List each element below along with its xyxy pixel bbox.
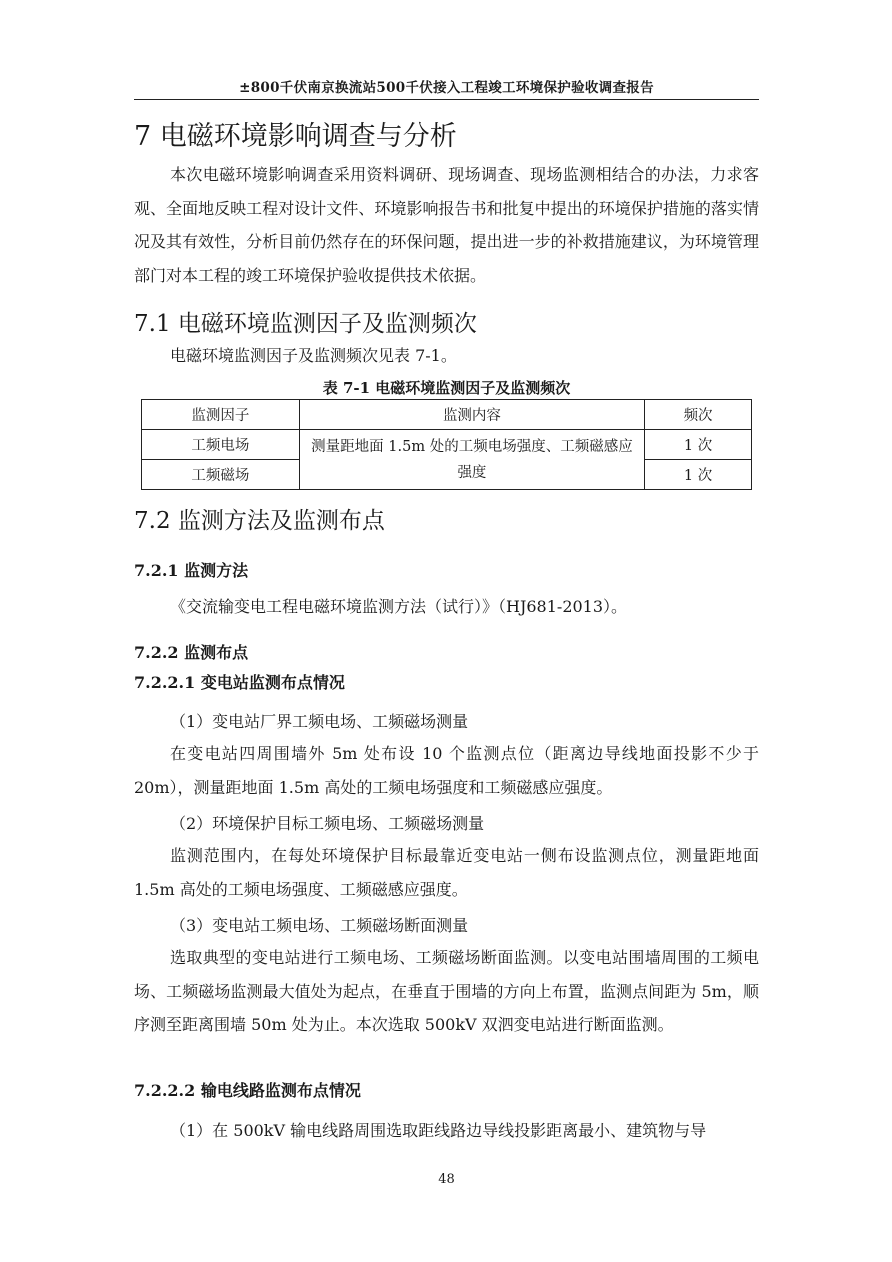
monitoring-table [141,399,752,490]
table-cell-frequency: 1 次 [645,430,752,460]
item-2-text: 监测范围内，在每处环境保护目标最靠近变电站一侧布设监测点位，测量距地面 1.5m 高处的工频电场强度、工频磁感应强度。 [134,846,759,899]
chapter-title: 7 电磁环境影响调查与分析 [134,121,457,152]
page-number: 48 [438,1172,455,1187]
item-2-title: （2）环境保护目标工频电场、工频磁场测量 [170,814,485,833]
table-header-cell: 监测内容 [299,400,644,430]
item-3-text: 选取典型的变电站进行工频电场、工频磁场断面监测。以变电站围墙周围的工频电场、工频磁场监测最大值处为起点，在垂直于围墙的方向上布置，监测点间距为 5m，顺序测至距离围墙 50m 处为止。本次选取 500kV 双泗变电站进行断面监测。 [134,948,759,1035]
section-7-2-2-2-item-1: （1）在 500kV 输电线路周围选取距线路边导线投影距离最小、建筑物与导 [170,1121,707,1140]
table-header-cell: 频次 [645,400,752,430]
item-1-text: 在变电站四周围墙外 5m 处布设 10 个监测点位（距离边导线地面投影不少于 20m），测量距地面 1.5m 高处的工频电场强度和工频磁感应强度。 [134,744,759,797]
table-caption: 表 7-1 电磁环境监测因子及监测频次 [322,379,571,397]
section-7-2-2-title: 7.2.2 监测布点 [134,643,249,662]
table-header-cell: 监测因子 [142,400,300,430]
section-7-2-1-text: 《交流输变电工程电磁环境监测方法（试行）》（HJ681-2013）。 [170,597,628,616]
table-row [142,430,752,460]
item-3-title: （3）变电站工频电场、工频磁场断面测量 [170,916,469,935]
table-header-row [142,400,752,430]
item-1-title: （1）变电站厂界工频电场、工频磁场测量 [170,712,469,731]
running-header: ±800千伏南京换流站500千伏接入工程竣工环境保护验收调查报告 [239,80,654,96]
section-7-2-1-title: 7.2.1 监测方法 [134,561,249,580]
section-7-2-2-2-title: 7.2.2.2 输电线路监测布点情况 [134,1081,361,1100]
section-7-2-2-1-title: 7.2.2.1 变电站监测布点情况 [134,673,345,692]
table-cell-frequency: 1 次 [645,460,752,490]
table-cell-factor: 工频电场 [142,430,300,460]
table-cell-factor: 工频磁场 [142,460,300,490]
table-cell-content: 测量距地面 1.5m 处的工频电场强度、工频磁感应强度 [299,430,644,490]
section-7-1-text: 电磁环境监测因子及监测频次见表 7-1。 [170,346,457,365]
intro-paragraph: 本次电磁环境影响调查采用资料调研、现场调查、现场监测相结合的办法，力求客观、全面地反映工程对设计文件、环境影响报告书和批复中提出的环境保护措施的落实情况及其有效性，分析目前仍然存在的环保问题，提出进一步的补救措施建议，为环境管理部门对本工程的竣工环境保护验收提供技术依据。 [134,165,759,285]
header-rule [134,99,759,100]
section-7-1-title: 7.1 电磁环境监测因子及监测频次 [134,311,477,337]
section-7-2-title: 7.2 监测方法及监测布点 [134,508,385,534]
